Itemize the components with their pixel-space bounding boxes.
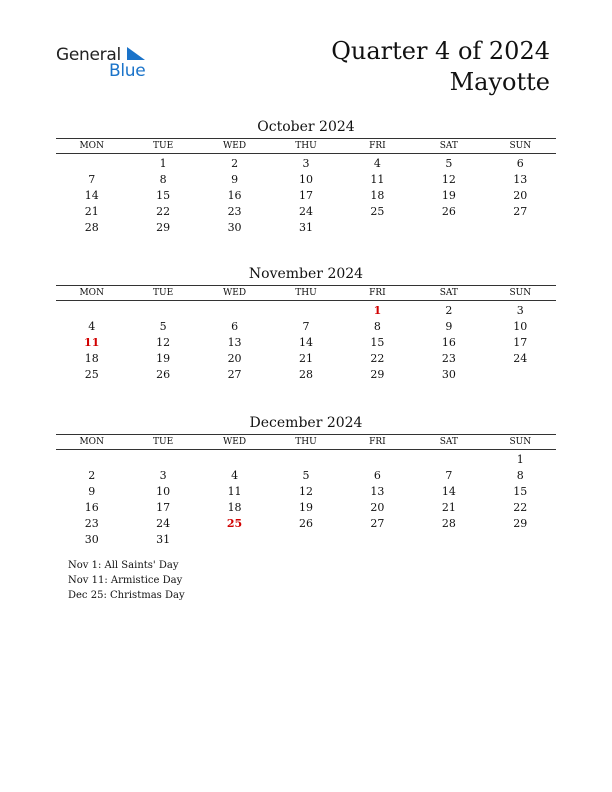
day-cell: 25: [226, 517, 243, 530]
day-cell: 15: [156, 189, 171, 202]
day-cell: 10: [513, 320, 528, 333]
day-cell: [127, 303, 198, 319]
title-country: Mayotte: [449, 68, 550, 96]
day-cell: 14: [298, 336, 313, 349]
day-cell: 14: [84, 189, 99, 202]
day-cell: 18: [227, 501, 242, 514]
weekday-header: [56, 285, 556, 301]
day-cell: 7: [445, 469, 453, 482]
day-cell: 22: [370, 352, 385, 365]
day-cell: 28: [298, 368, 313, 381]
day-cell: 6: [516, 157, 524, 170]
day-cell: 18: [84, 352, 99, 365]
month-title: December 2024: [249, 415, 363, 431]
day-cell: 2: [445, 304, 453, 317]
day-cell: 22: [156, 205, 171, 218]
weeks: [56, 303, 556, 383]
week-row: [56, 367, 556, 383]
day-cell: 16: [84, 501, 99, 514]
day-cell: 16: [227, 189, 242, 202]
day-cell: [56, 303, 127, 319]
month-december: [56, 413, 556, 548]
weekday-label: THU: [295, 141, 317, 151]
month-october: [56, 117, 556, 236]
weekday-label: WED: [223, 437, 247, 447]
day-cell: 5: [445, 157, 453, 170]
weekday-label: FRI: [369, 437, 386, 447]
day-cell: 12: [156, 336, 171, 349]
day-cell: 9: [445, 320, 453, 333]
week-row: [56, 452, 556, 468]
day-cell: 26: [298, 517, 313, 530]
day-cell: 1: [516, 453, 524, 466]
weeks: [56, 452, 556, 548]
day-cell: 28: [84, 221, 99, 234]
day-cell: 19: [441, 189, 456, 202]
day-cell: [199, 303, 270, 319]
day-cell: 5: [302, 469, 310, 482]
day-cell: 7: [88, 173, 96, 186]
day-cell: 1: [159, 157, 167, 170]
day-cell: [199, 452, 270, 468]
day-cell: 8: [516, 469, 524, 482]
page-title: [331, 36, 550, 98]
day-cell: 4: [373, 157, 381, 170]
day-cell: [56, 452, 127, 468]
weekday-label: TUE: [153, 288, 174, 298]
day-cell: 27: [227, 368, 242, 381]
weekday-label: MON: [79, 141, 104, 151]
holiday-notes: [68, 558, 185, 603]
day-cell: 14: [441, 485, 456, 498]
day-cell: 12: [441, 173, 456, 186]
day-cell: 19: [298, 501, 313, 514]
weekday-label: SUN: [509, 288, 532, 298]
week-row: [56, 500, 556, 516]
day-cell: 30: [441, 368, 456, 381]
day-cell: 26: [441, 205, 456, 218]
day-cell: 4: [88, 320, 96, 333]
day-cell: 3: [159, 469, 167, 482]
day-cell: 19: [156, 352, 171, 365]
day-cell: 2: [231, 157, 239, 170]
day-cell: 29: [156, 221, 171, 234]
day-cell: 18: [370, 189, 385, 202]
weekday-label: SUN: [509, 437, 532, 447]
day-cell: 13: [513, 173, 528, 186]
day-cell: [485, 367, 556, 383]
day-cell: 3: [302, 157, 310, 170]
weekday-label: SAT: [439, 288, 458, 298]
week-row: [56, 468, 556, 484]
day-cell: 8: [159, 173, 167, 186]
day-cell: 24: [298, 205, 313, 218]
day-cell: 6: [373, 469, 381, 482]
day-cell: 23: [84, 517, 99, 530]
day-cell: 22: [513, 501, 528, 514]
week-row: [56, 319, 556, 335]
holiday-note: Nov 1: All Saints' Day: [68, 560, 179, 571]
day-cell: 30: [84, 533, 99, 546]
day-cell: 10: [156, 485, 171, 498]
day-cell: 23: [227, 205, 242, 218]
day-cell: [342, 220, 413, 236]
logo-general-text: General: [56, 45, 121, 65]
day-cell: 21: [441, 501, 456, 514]
weekday-label: THU: [295, 437, 317, 447]
day-cell: 17: [156, 501, 171, 514]
day-cell: [56, 156, 127, 172]
day-cell: 11: [227, 485, 242, 498]
weekday-label: WED: [223, 288, 247, 298]
weekday-label: MON: [79, 437, 104, 447]
day-cell: 3: [516, 304, 524, 317]
holiday-note: Nov 11: Armistice Day: [68, 575, 183, 586]
day-cell: 16: [441, 336, 456, 349]
day-cell: 24: [156, 517, 171, 530]
day-cell: 9: [231, 173, 239, 186]
day-cell: 6: [231, 320, 239, 333]
day-cell: [342, 532, 413, 548]
day-cell: 2: [88, 469, 96, 482]
day-cell: [270, 452, 341, 468]
weekday-header: [56, 434, 556, 450]
day-cell: 29: [513, 517, 528, 530]
day-cell: 17: [298, 189, 313, 202]
day-cell: [270, 532, 341, 548]
weekday-label: FRI: [369, 288, 386, 298]
holiday-note: Dec 25: Christmas Day: [68, 590, 185, 601]
day-cell: 13: [370, 485, 385, 498]
logo-flag-icon: [125, 46, 147, 62]
day-cell: [199, 532, 270, 548]
day-cell: 29: [370, 368, 385, 381]
day-cell: 28: [441, 517, 456, 530]
month-title: October 2024: [257, 119, 355, 135]
day-cell: 4: [231, 469, 239, 482]
month-title: November 2024: [248, 266, 364, 282]
weeks: [56, 156, 556, 236]
day-cell: 8: [373, 320, 381, 333]
logo-blue-text: Blue: [109, 61, 146, 81]
day-cell: [413, 452, 484, 468]
day-cell: 21: [298, 352, 313, 365]
month-november: [56, 264, 556, 383]
day-cell: 31: [298, 221, 313, 234]
logo: [56, 42, 166, 82]
weekday-label: FRI: [369, 141, 386, 151]
week-row: [56, 351, 556, 367]
week-row: [56, 204, 556, 220]
weekday-label: SUN: [509, 141, 532, 151]
day-cell: [485, 220, 556, 236]
day-cell: 11: [370, 173, 385, 186]
weekday-label: SAT: [439, 141, 458, 151]
week-row: [56, 172, 556, 188]
day-cell: 17: [513, 336, 528, 349]
day-cell: 1: [373, 304, 382, 317]
day-cell: 25: [84, 368, 99, 381]
week-row: [56, 532, 556, 548]
day-cell: [342, 452, 413, 468]
day-cell: 20: [227, 352, 242, 365]
week-row: [56, 516, 556, 532]
day-cell: [270, 303, 341, 319]
title-quarter: Quarter 4 of 2024: [331, 37, 550, 65]
day-cell: [413, 532, 484, 548]
weekday-label: MON: [79, 288, 104, 298]
day-cell: 23: [441, 352, 456, 365]
day-cell: 15: [370, 336, 385, 349]
day-cell: 10: [298, 173, 313, 186]
week-row: [56, 335, 556, 351]
day-cell: 25: [370, 205, 385, 218]
weekday-label: TUE: [153, 437, 174, 447]
day-cell: 9: [88, 485, 96, 498]
weekday-label: TUE: [153, 141, 174, 151]
day-cell: 15: [513, 485, 528, 498]
weekday-label: WED: [223, 141, 247, 151]
day-cell: 27: [513, 205, 528, 218]
day-cell: 26: [156, 368, 171, 381]
day-cell: 21: [84, 205, 99, 218]
day-cell: [413, 220, 484, 236]
day-cell: [127, 452, 198, 468]
week-row: [56, 188, 556, 204]
weekday-label: SAT: [439, 437, 458, 447]
day-cell: 11: [84, 336, 100, 349]
day-cell: 20: [370, 501, 385, 514]
day-cell: [485, 532, 556, 548]
weekday-label: THU: [295, 288, 317, 298]
day-cell: 13: [227, 336, 242, 349]
day-cell: 30: [227, 221, 242, 234]
weekday-header: [56, 138, 556, 154]
day-cell: 31: [156, 533, 171, 546]
day-cell: 7: [302, 320, 310, 333]
week-row: [56, 156, 556, 172]
day-cell: 12: [298, 485, 313, 498]
day-cell: 20: [513, 189, 528, 202]
day-cell: 24: [513, 352, 528, 365]
week-row: [56, 220, 556, 236]
week-row: [56, 484, 556, 500]
week-row: [56, 303, 556, 319]
day-cell: 27: [370, 517, 385, 530]
day-cell: 5: [159, 320, 167, 333]
